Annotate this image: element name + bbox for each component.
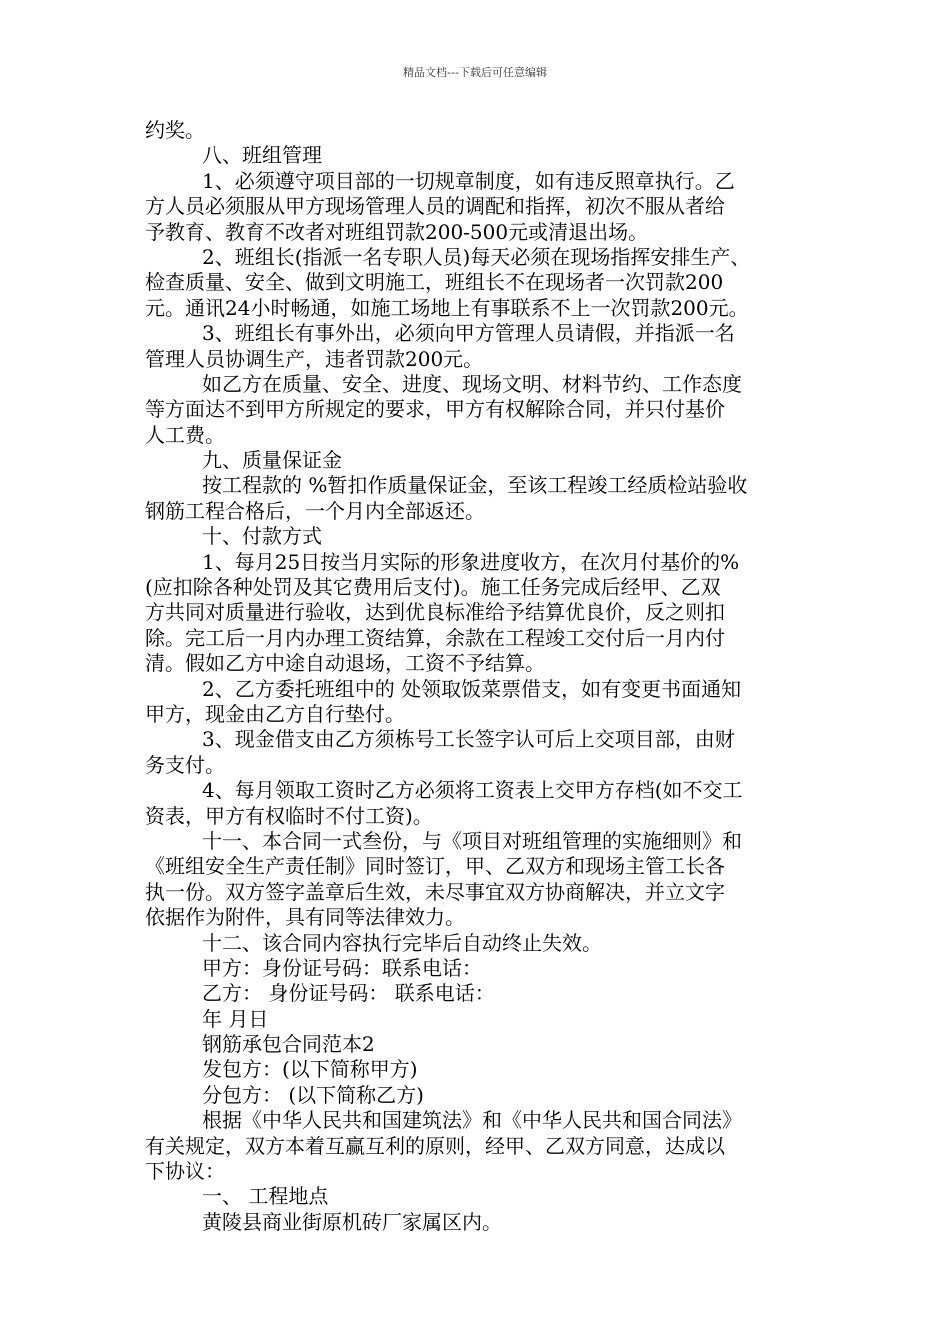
text-line: 十、付款方式 bbox=[202, 524, 322, 549]
page-header: 精品文档---下载后可任意编辑 bbox=[403, 66, 547, 79]
text-line: 乙方： 身份证号码： 联系电话： bbox=[202, 981, 495, 1006]
text-line: 一、 工程地点 bbox=[202, 1184, 329, 1209]
text-line: 执一份。双方签字盖章后生效，未尽事宜双方协商解决，并立文字 bbox=[145, 879, 725, 904]
text-line: 分包方： (以下简称乙方) bbox=[202, 1082, 424, 1107]
text-line: 甲方，现金由乙方自行垫付。 bbox=[145, 701, 405, 726]
text-line: 予教育、教育不改者对班组罚款200-500元或清退出场。 bbox=[145, 219, 649, 244]
text-line: 九、质量保证金 bbox=[202, 448, 342, 473]
text-line: 1、必须遵守项目部的一切规章制度，如有违反照章执行。乙 bbox=[202, 168, 735, 193]
text-line: 4、每月领取工资时乙方必须将工资表上交甲方存档(如不交工 bbox=[202, 778, 743, 803]
text-line: (应扣除各种处罚及其它费用后支付)。施工任务完成后经甲、乙双 bbox=[145, 575, 721, 600]
text-line: 等方面达不到甲方所规定的要求，甲方有权解除合同，并只付基价 bbox=[145, 397, 725, 422]
text-line: 发包方：(以下简称甲方) bbox=[202, 1057, 418, 1082]
document-body bbox=[145, 118, 815, 1235]
text-line: 方人员必须服从甲方现场管理人员的调配和指挥，初次不服从者给 bbox=[145, 194, 725, 219]
text-line: 依据作为附件，具有同等法律效力。 bbox=[145, 905, 465, 930]
text-line: 黄陵县商业街原机砖厂家属区内。 bbox=[202, 1209, 502, 1234]
text-line: 八、班组管理 bbox=[202, 143, 322, 168]
text-line: 年 月日 bbox=[202, 1006, 269, 1031]
text-line: 下协议： bbox=[145, 1159, 225, 1184]
text-line: 除。完工后一月内办理工资结算，余款在工程竣工交付后一月内付 bbox=[145, 625, 725, 650]
text-line: 钢筋承包合同范本2 bbox=[202, 1032, 375, 1057]
text-line: 有关规定，双方本着互赢互利的原则，经甲、乙双方同意，达成以 bbox=[145, 1133, 725, 1158]
text-line: 务支付。 bbox=[145, 752, 225, 777]
text-line: 《班组安全生产责任制》同时签订，甲、乙双方和现场主管工长各 bbox=[145, 854, 725, 879]
text-line: 十一、本合同一式叁份，与《项目对班组管理的实施细则》和 bbox=[202, 828, 742, 853]
text-line: 元。通讯24小时畅通，如施工场地上有事联系不上一次罚款200元。 bbox=[145, 295, 749, 320]
text-line: 约奖。 bbox=[145, 118, 205, 142]
text-line: 根据《中华人民共和国建筑法》和《中华人民共和国合同法》 bbox=[202, 1108, 742, 1133]
text-line: 如乙方在质量、安全、进度、现场文明、材料节约、工作态度 bbox=[202, 371, 742, 396]
text-line: 资表，甲方有权临时不付工资)。 bbox=[145, 803, 433, 828]
text-line: 2、乙方委托班组中的 处领取饭菜票借支，如有变更书面通知 bbox=[202, 676, 742, 701]
text-line: 2、班组长(指派一名专职人员)每天必须在现场指挥安排生产、 bbox=[202, 244, 751, 269]
text-line: 检查质量、安全、做到文明施工，班组长不在现场者一次罚款200 bbox=[145, 270, 724, 295]
text-line: 十二、该合同内容执行完毕后自动终止失效。 bbox=[202, 930, 602, 955]
text-line: 甲方：身份证号码：联系电话： bbox=[202, 955, 482, 980]
text-line: 清。假如乙方中途自动退场，工资不予结算。 bbox=[145, 651, 545, 676]
text-line: 按工程款的 %暂扣作质量保证金，至该工程竣工经质检站验收 bbox=[202, 473, 748, 498]
text-line: 方共同对质量进行验收，达到优良标准给予结算优良价，反之则扣 bbox=[145, 600, 725, 625]
text-line: 人工费。 bbox=[145, 422, 225, 447]
text-line: 管理人员协调生产，违者罚款200元。 bbox=[145, 346, 484, 371]
text-line: 钢筋工程合格后，一个月内全部返还。 bbox=[145, 498, 485, 523]
text-line: 3、现金借支由乙方须栋号工长签字认可后上交项目部，由财 bbox=[202, 727, 735, 752]
text-line: 1、每月25日按当月实际的形象进度收方，在次月付基价的% bbox=[202, 549, 740, 574]
text-line: 3、班组长有事外出，必须向甲方管理人员请假，并指派一名 bbox=[202, 321, 735, 346]
